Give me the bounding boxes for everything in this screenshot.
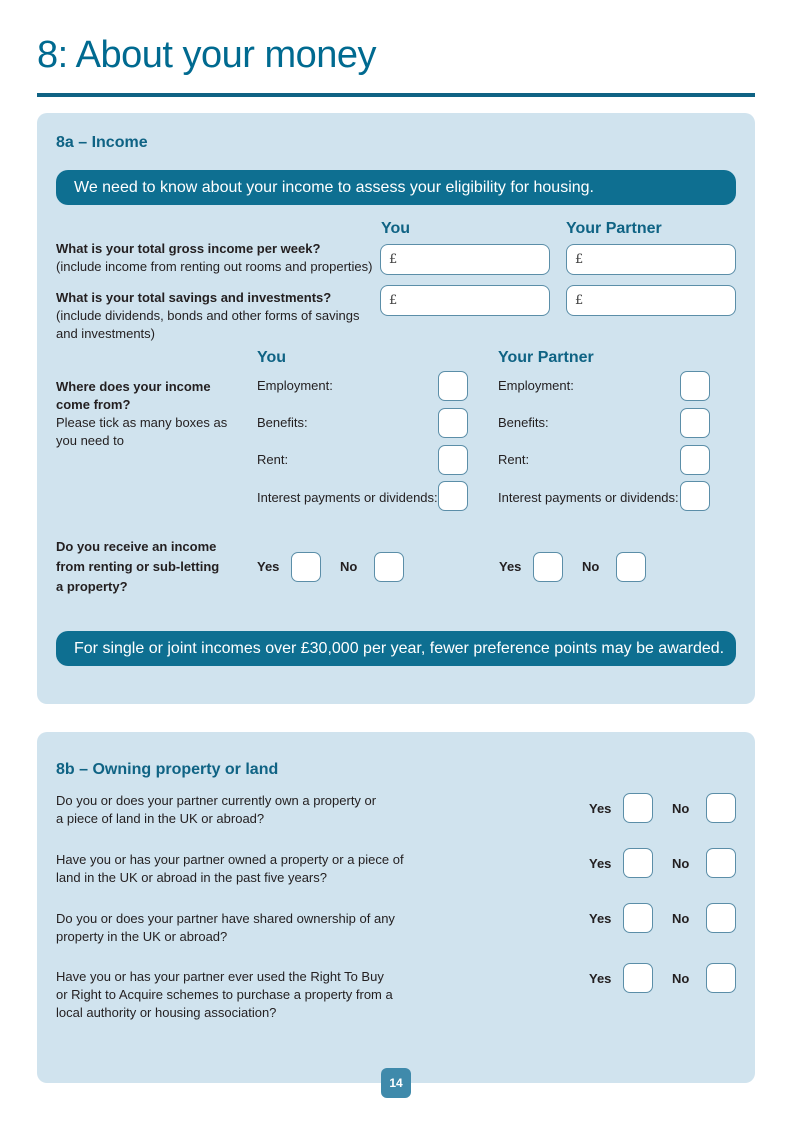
savings-partner-value: £ xyxy=(575,293,584,308)
renting-partner-yes-label: Yes xyxy=(499,559,522,574)
source-partner-interest-label: Interest payments or dividends: xyxy=(498,490,679,505)
property-question-4: Have you or has your partner ever used the Right To Buy or Right to Acquire schemes to purchase a property from a local authority or housing association? xyxy=(56,969,393,1020)
renting-you-yes-label: Yes xyxy=(257,559,280,574)
income-threshold-text: For single or joint incomes over £30,000 per year, fewer preference points may be awarded. xyxy=(74,639,725,657)
page-title: 8: About your money xyxy=(37,34,377,76)
property-question-1: Do you or does your partner currently own a property or a piece of land in the UK or abroad? xyxy=(56,793,377,826)
property-q4-no-checkbox[interactable] xyxy=(706,963,736,993)
savings-note: (include dividends, bonds and other forms of savings and investments) xyxy=(56,308,360,341)
source-partner-rent-checkbox[interactable] xyxy=(680,445,710,475)
source-partner-employment-checkbox[interactable] xyxy=(680,371,710,401)
source-partner-benefits-label: Benefits: xyxy=(498,415,549,430)
property-q4-yes-label: Yes xyxy=(589,971,612,986)
income-intro-text: We need to know about your income to assess your eligibility for housing. xyxy=(74,178,594,196)
renting-partner-no-label: No xyxy=(582,559,600,574)
source-you-rent-checkbox[interactable] xyxy=(438,445,468,475)
renting-question-text: Do you receive an income from renting or sub-letting a property? xyxy=(56,539,220,594)
renting-you-no-label: No xyxy=(340,559,358,574)
source-you-benefits-label: Benefits: xyxy=(257,415,308,430)
gross-income-question xyxy=(56,240,376,276)
renting-partner-yes-checkbox[interactable] xyxy=(533,552,563,582)
income-intro-banner xyxy=(56,170,736,205)
property-q3-no-label: No xyxy=(672,911,690,926)
property-q4-yes-checkbox[interactable] xyxy=(623,963,653,993)
gross-income-you-value: £ xyxy=(389,252,398,267)
savings-partner-field[interactable] xyxy=(566,285,736,316)
source-you-employment-checkbox[interactable] xyxy=(438,371,468,401)
savings-question-text: What is your total savings and investments? xyxy=(56,290,332,305)
sources-column-head-partner: Your Partner xyxy=(498,349,594,366)
property-question-2: Have you or has your partner owned a property or a piece of land in the UK or abroad in the past five years? xyxy=(56,852,404,885)
source-partner-rent-label: Rent: xyxy=(498,452,530,467)
gross-income-you-field[interactable] xyxy=(380,244,550,275)
income-threshold-banner xyxy=(56,631,736,666)
source-you-employment-label: Employment: xyxy=(257,378,333,393)
savings-you-field[interactable] xyxy=(380,285,550,316)
property-question-3: Do you or does your partner have shared ownership of any property in the UK or abroad? xyxy=(56,911,395,944)
property-q1-no-checkbox[interactable] xyxy=(706,793,736,823)
property-q3-yes-checkbox[interactable] xyxy=(623,903,653,933)
property-q1-no-label: No xyxy=(672,801,690,816)
gross-income-partner-value: £ xyxy=(575,252,584,267)
property-heading: 8b – Owning property or land xyxy=(56,761,279,778)
source-partner-employment-label: Employment: xyxy=(498,378,574,393)
income-heading: 8a – Income xyxy=(56,134,148,151)
title-divider xyxy=(37,93,755,97)
savings-you-value: £ xyxy=(389,293,398,308)
gross-income-note: (include income from renting out rooms and properties) xyxy=(56,259,373,274)
savings-question xyxy=(56,289,366,343)
property-q2-no-label: No xyxy=(672,856,690,871)
property-q2-yes-label: Yes xyxy=(589,856,612,871)
source-you-interest-label: Interest payments or dividends: xyxy=(257,490,438,505)
column-head-partner: Your Partner xyxy=(566,220,662,237)
sources-question-text: Where does your income come from? xyxy=(56,379,211,412)
property-q1-yes-label: Yes xyxy=(589,801,612,816)
column-head-you: You xyxy=(381,220,411,237)
source-partner-interest-checkbox[interactable] xyxy=(680,481,710,511)
property-q2-no-checkbox[interactable] xyxy=(706,848,736,878)
source-partner-benefits-checkbox[interactable] xyxy=(680,408,710,438)
renting-you-no-checkbox[interactable] xyxy=(374,552,404,582)
page-number: 14 xyxy=(381,1068,411,1098)
property-q1-yes-checkbox[interactable] xyxy=(623,793,653,823)
sources-column-head-you: You xyxy=(257,349,287,366)
property-q4-no-label: No xyxy=(672,971,690,986)
source-you-interest-checkbox[interactable] xyxy=(438,481,468,511)
sources-question xyxy=(56,378,228,450)
property-q2-yes-checkbox[interactable] xyxy=(623,848,653,878)
source-you-rent-label: Rent: xyxy=(257,452,289,467)
renting-partner-no-checkbox[interactable] xyxy=(616,552,646,582)
renting-you-yes-checkbox[interactable] xyxy=(291,552,321,582)
sources-note: Please tick as many boxes as you need to xyxy=(56,415,228,448)
gross-income-partner-field[interactable] xyxy=(566,244,736,275)
property-q3-no-checkbox[interactable] xyxy=(706,903,736,933)
renting-question xyxy=(56,537,228,597)
property-q3-yes-label: Yes xyxy=(589,911,612,926)
source-you-benefits-checkbox[interactable] xyxy=(438,408,468,438)
gross-income-question-text: What is your total gross income per week? xyxy=(56,241,321,256)
